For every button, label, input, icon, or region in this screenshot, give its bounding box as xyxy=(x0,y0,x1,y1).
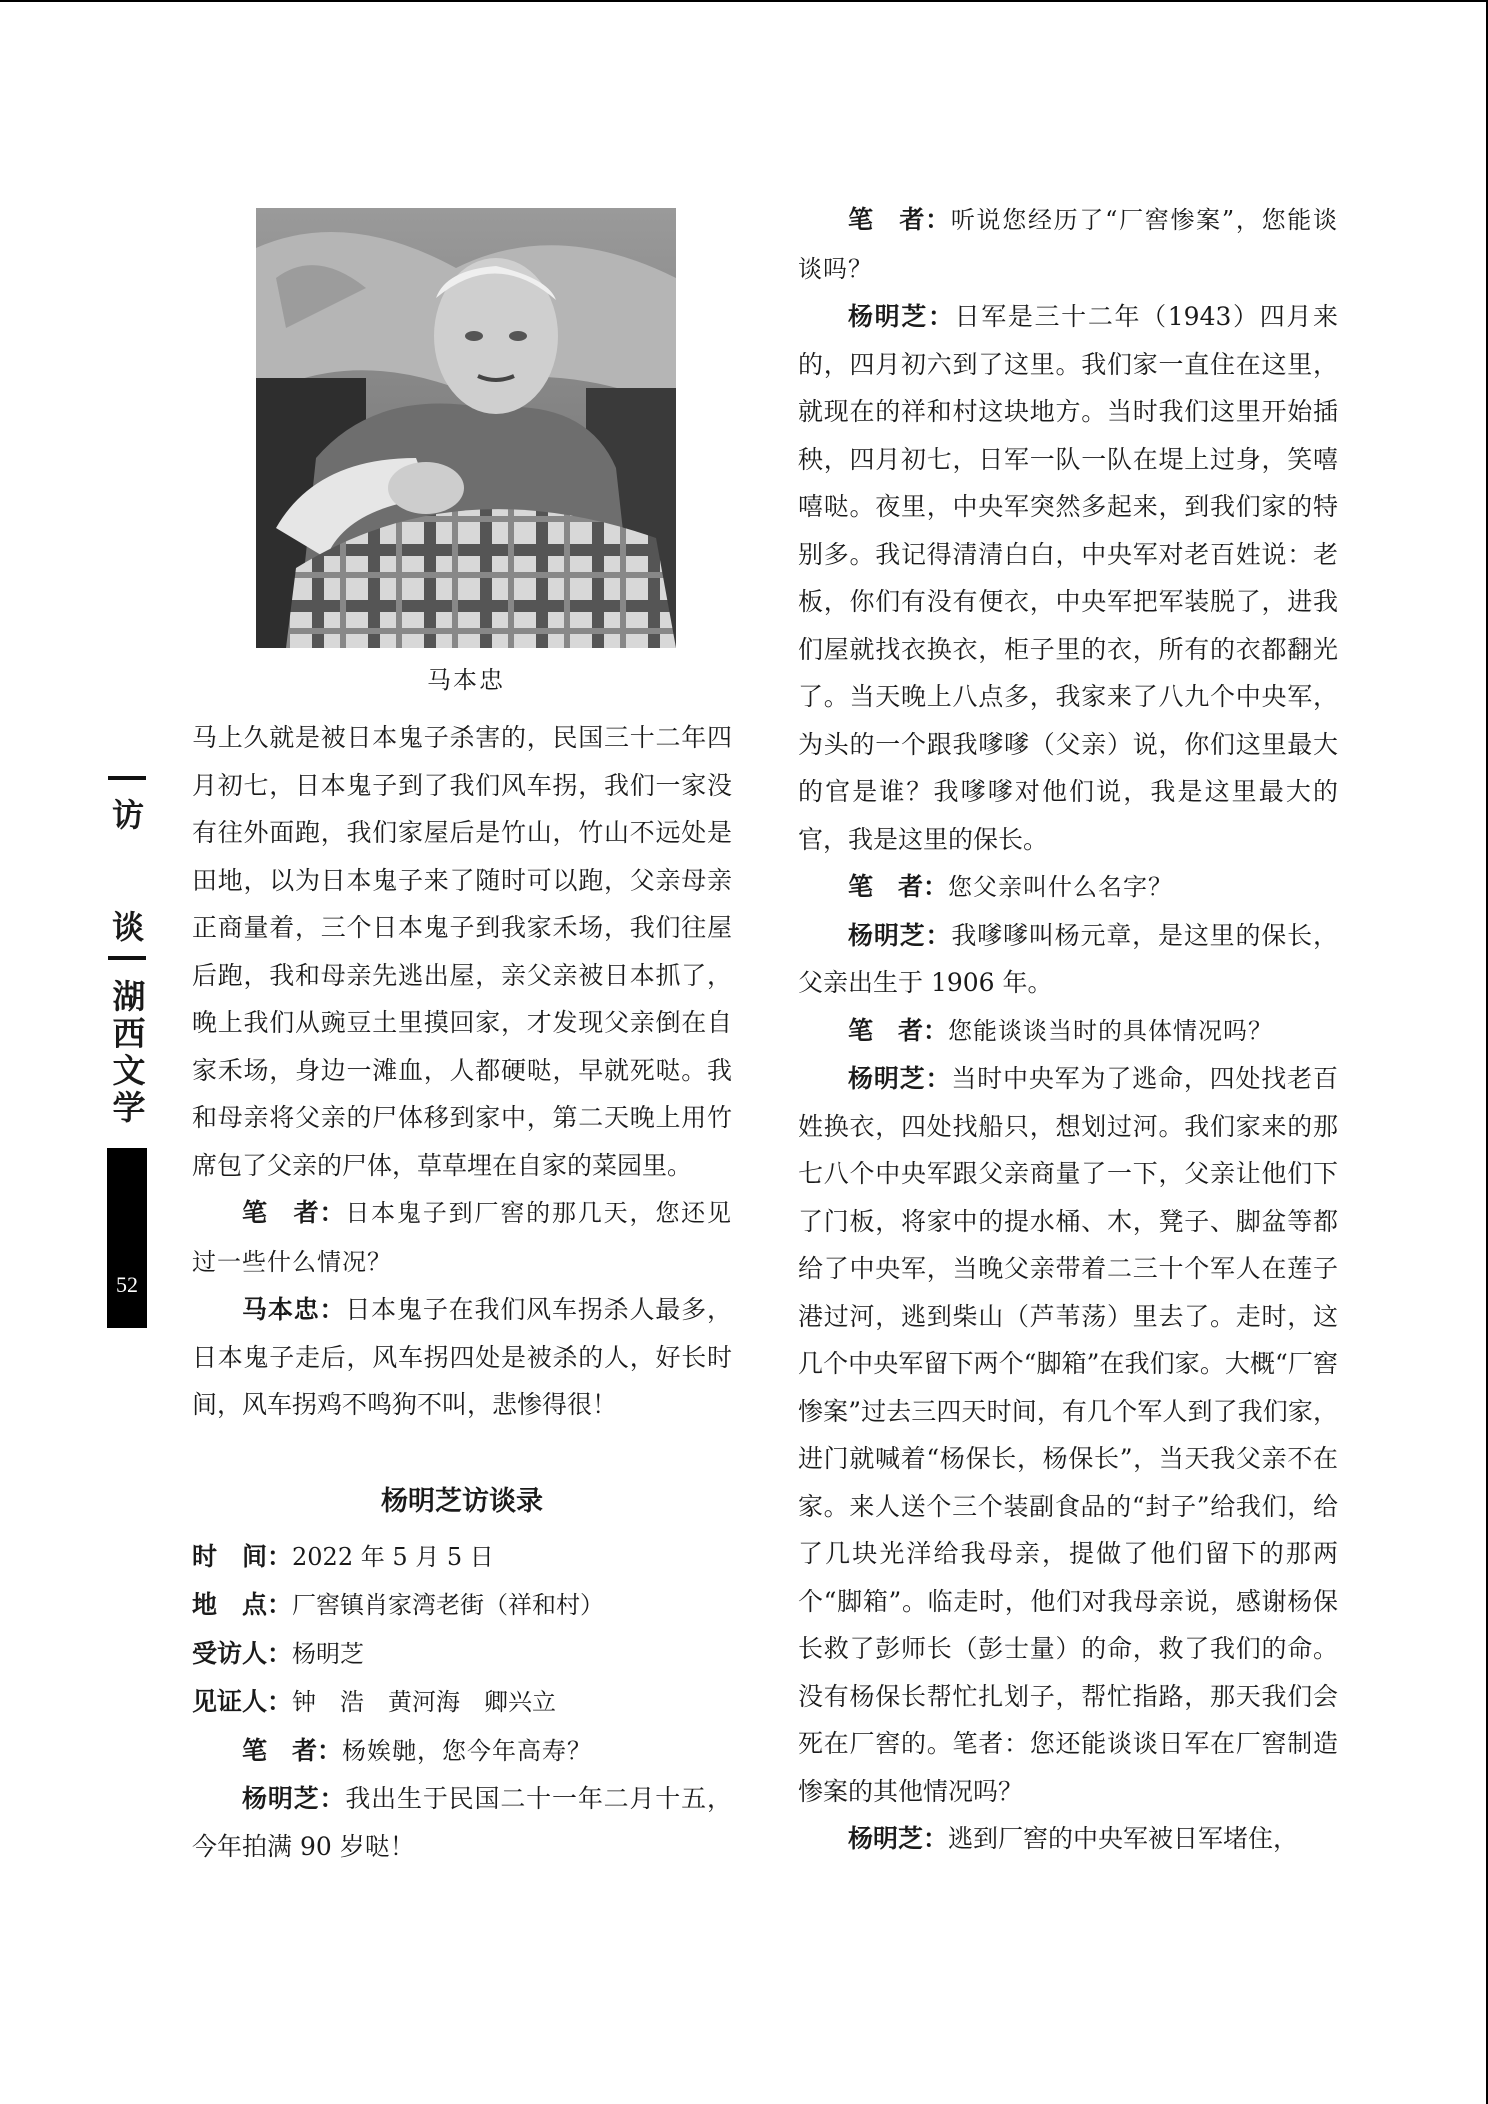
journal-brand xyxy=(112,978,146,1126)
meta-label: 见证人： xyxy=(192,1687,293,1716)
sidebar-section-char-1: 访 xyxy=(111,796,144,834)
paragraph xyxy=(798,1007,1338,1056)
page-number: 52 xyxy=(116,1272,138,1297)
answer-text: 日军是三十二年（1943）四月来的，四月初六到了这里。我们家一直住在这里，就现在的祥和村这块地方。当时我们这里开始插秧，四月初七，日军一队一队在堤上过身，笑嘻嘻哒。夜里，中央军突然多起来，到我们家的特别多。我记得清清白白，中央军对老百姓说：老板，你们有没有便衣，中央军把军装脱了，进我们屋就找衣换衣，柜子里的衣，所有的衣都翻光了。当天晚上八点多，我家来了八九个中央军，为头的一个跟我嗲嗲（父亲）说，你们这里最大的官是谁？我嗲嗲对他们说，我是这里最大的官，我是这里的保长。 xyxy=(798,302,1338,854)
question-text: 杨娭毑，您今年高寿？ xyxy=(342,1736,593,1765)
sidebar-mid-rule xyxy=(108,956,146,960)
meta-label: 地 点： xyxy=(192,1590,293,1619)
speaker-label: 杨明芝： xyxy=(848,302,955,331)
left-column xyxy=(192,714,732,1870)
speaker-label: 笔 者： xyxy=(848,1015,949,1045)
sidebar-section-char-2: 谈 xyxy=(111,908,144,946)
paragraph xyxy=(798,863,1338,912)
meta-interviewee xyxy=(192,1630,732,1679)
paragraph xyxy=(798,912,1338,1007)
answer-text: 我出生于民国二十一年二月十五，今年拍满 90 岁哒！ xyxy=(192,1784,732,1861)
paragraph xyxy=(192,1189,732,1286)
brand-char: 湖 xyxy=(112,977,146,1016)
paragraph xyxy=(192,1727,732,1776)
speaker-label: 笔 者： xyxy=(242,1735,343,1765)
question-text: 您父亲叫什么名字？ xyxy=(948,873,1174,901)
answer-text: 我嗲嗲叫杨元章，是这里的保长，父亲出生于 1906 年。 xyxy=(798,920,1338,997)
brand-char: 学 xyxy=(112,1088,146,1127)
speaker-label: 杨明芝： xyxy=(242,1784,346,1813)
speaker-label: 笔 者： xyxy=(848,205,951,234)
answer-text: 逃到厂窖的中央军被日军堵住， xyxy=(948,1824,1299,1853)
answer-text: 当时中央军为了逃命，四处找老百姓换衣，四处找船只，想划过河。我们家来的那七八个中央军跟父亲商量了一下，父亲让他们下了门板，将家中的提水桶、木，凳子、脚盆等都给了中央军，当晚父亲带着二三十个军人在莲子港过河，逃到柴山（芦苇荡）里去了。走时，这几个中央军留下两个“脚箱”在我们家。大概“厂窖惨案”过去三四天时间，有几个军人到了我们家，进门就喊着“杨保长，杨保长”，当天我父亲不在家。来人送个三个装副食品的“封子”给我们，给了几块光洋给我母亲，提做了他们留下的那两个“脚箱”。临走时，他们对我母亲说，感谢杨保长救了彭师长（彭士量）的命，救了我们的命。没有杨保长帮忙扎划子，帮忙指路，那天我们会死在厂窖的。笔者：您还能谈谈日军在厂窖制造惨案的其他情况吗？ xyxy=(798,1064,1338,1806)
meta-label: 时 间： xyxy=(192,1541,293,1571)
paragraph xyxy=(192,1286,732,1429)
speaker-label: 杨明芝： xyxy=(848,920,952,950)
speaker-label: 杨明芝： xyxy=(848,1824,949,1853)
portrait-illustration xyxy=(256,208,676,648)
meta-value: 钟 浩 黄河海 卿兴立 xyxy=(292,1688,557,1716)
question-text: 日本鬼子到厂窖的那几天，您还见过一些什么情况？ xyxy=(192,1199,732,1276)
interview-title: 杨明芝访谈录 xyxy=(381,1485,543,1517)
sidebar-top-rule xyxy=(108,776,146,780)
paragraph xyxy=(798,293,1338,863)
meta-time xyxy=(192,1533,732,1582)
paragraph xyxy=(798,1055,1338,1815)
paragraph-text: 马上久就是被日本鬼子杀害的，民国三十二年四月初七，日本鬼子到了我们风车拐，我们一家没有往外面跑，我们家屋后是竹山，竹山不远处是田地，以为日本鬼子来了随时可以跑，父亲母亲正商量着，三个日本鬼子到我家禾场，我们往屋后跑，我和母亲先逃出屋，亲父亲被日本抓了，晚上我们从豌豆土里摸回家，才发现父亲倒在自家禾场，身边一滩血，人都硬哒，早就死哒。我和母亲将父亲的尸体移到家中，第二天晚上用竹席包了父亲的尸体，草草埋在自家的菜园里。 xyxy=(192,723,732,1180)
speaker-label: 笔 者： xyxy=(848,872,949,901)
brand-char: 文 xyxy=(112,1051,146,1090)
speaker-label: 杨明芝： xyxy=(848,1064,952,1093)
meta-label: 受访人： xyxy=(192,1638,293,1668)
meta-value: 杨明芝 xyxy=(292,1639,365,1668)
speaker-label: 笔 者： xyxy=(242,1198,346,1227)
right-column xyxy=(798,196,1338,1863)
meta-value: 厂窖镇肖家湾老街（祥和村） xyxy=(292,1591,605,1619)
meta-value: 2022 年 5 月 5 日 xyxy=(292,1542,494,1571)
sidebar-page-block xyxy=(107,1148,147,1328)
question-text: 听说您经历了“厂窖惨案”，您能谈谈吗？ xyxy=(798,206,1338,283)
question-text: 您能谈谈当时的具体情况吗？ xyxy=(948,1016,1274,1045)
paragraph xyxy=(798,1815,1338,1863)
answer-text: 日本鬼子在我们风车拐杀人最多，日本鬼子走后，风车拐四处是被杀的人，好长时间，风车拐鸡不鸣狗不叫，悲惨得很！ xyxy=(192,1295,732,1419)
brand-char: 西 xyxy=(112,1014,146,1053)
page-border-top xyxy=(0,0,1488,2)
paragraph xyxy=(798,196,1338,293)
paragraph xyxy=(192,714,732,1189)
paragraph xyxy=(192,1775,732,1870)
speaker-label: 马本忠： xyxy=(242,1295,346,1324)
photo-caption: 马本忠 xyxy=(427,666,505,694)
meta-place xyxy=(192,1581,732,1630)
meta-witness xyxy=(192,1678,732,1727)
portrait-photo xyxy=(256,208,676,648)
